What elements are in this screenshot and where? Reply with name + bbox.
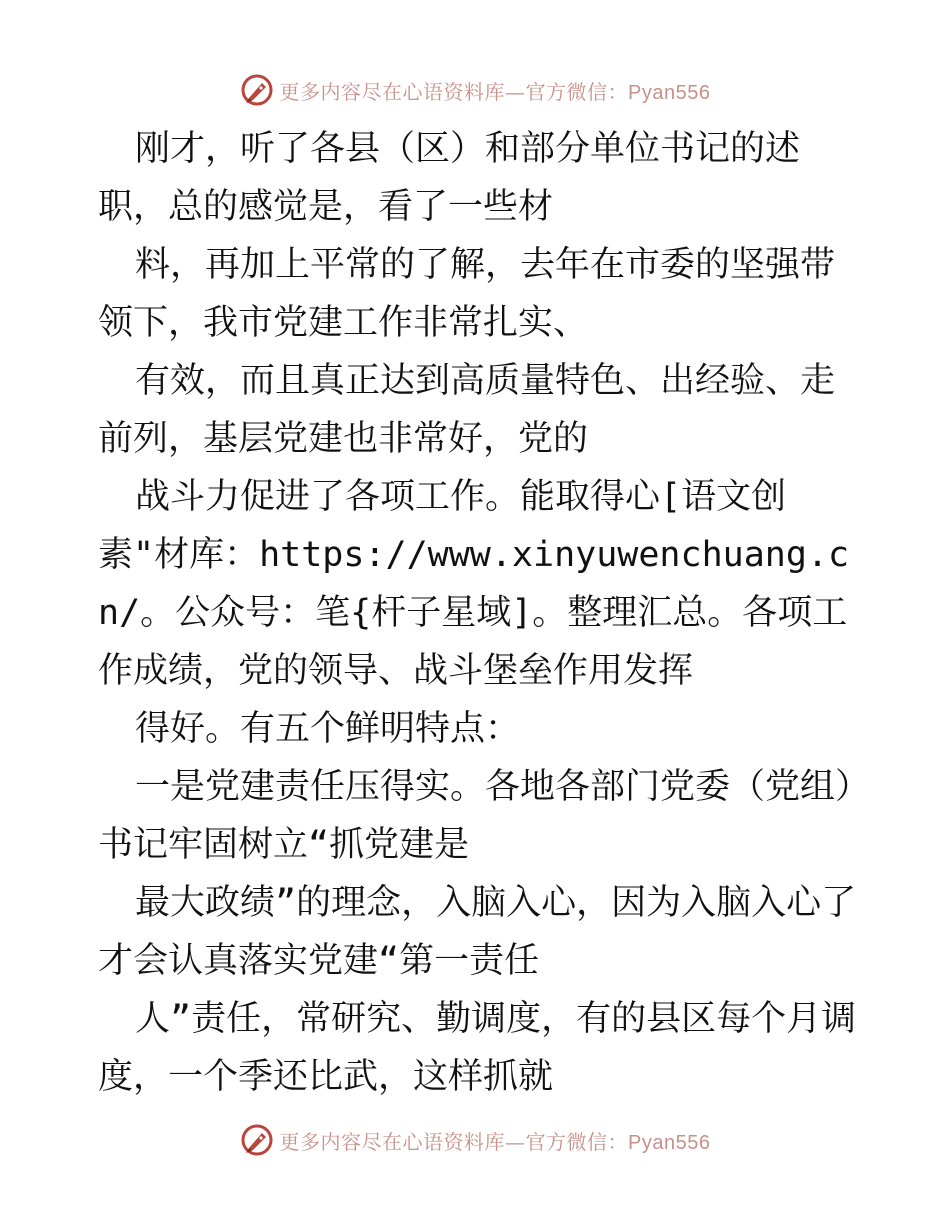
footer-watermark	[0, 1120, 950, 1160]
paragraph: 有效，而且真正达到高质量特色、出经验、走前列，基层党建也非常好，党的	[98, 361, 836, 459]
pen-nib-logo-icon	[240, 1123, 274, 1157]
pen-nib-logo-icon	[240, 73, 274, 107]
paragraph: 料，再加上平常的了解，去年在市委的坚强带领下，我市党建工作非常扎实、	[98, 245, 836, 343]
document-body	[98, 120, 858, 1106]
watermark-text: 更多内容尽在心语资料库—官方微信：Pyan556	[279, 1129, 711, 1154]
paragraph: 战斗力促进了各项工作。能取得心[语文创素"材库：https://www.xinyuwenchuang.cn/。公众号：笔{杆子星域]。整理汇总。各项工作成绩，党的领导、战斗堡垒作用发挥	[98, 477, 850, 691]
paragraph: 刚才，听了各县（区）和部分单位书记的述职，总的感觉是，看了一些材	[98, 129, 801, 227]
paragraph: 一是党建责任压得实。各地各部门党委（党组）书记牢固树立“抓党建是	[98, 767, 853, 865]
paragraph: 人”责任，常研究、勤调度，有的县区每个月调度，一个季还比武，这样抓就	[98, 999, 857, 1097]
paragraph: 最大政绩”的理念，入脑入心，因为入脑入心了才会认真落实党建“第一责任	[98, 883, 857, 981]
header-watermark	[0, 70, 950, 110]
paragraph: 得好。有五个鲜明特点：	[135, 709, 521, 749]
watermark-text: 更多内容尽在心语资料库—官方微信：Pyan556	[279, 79, 711, 104]
